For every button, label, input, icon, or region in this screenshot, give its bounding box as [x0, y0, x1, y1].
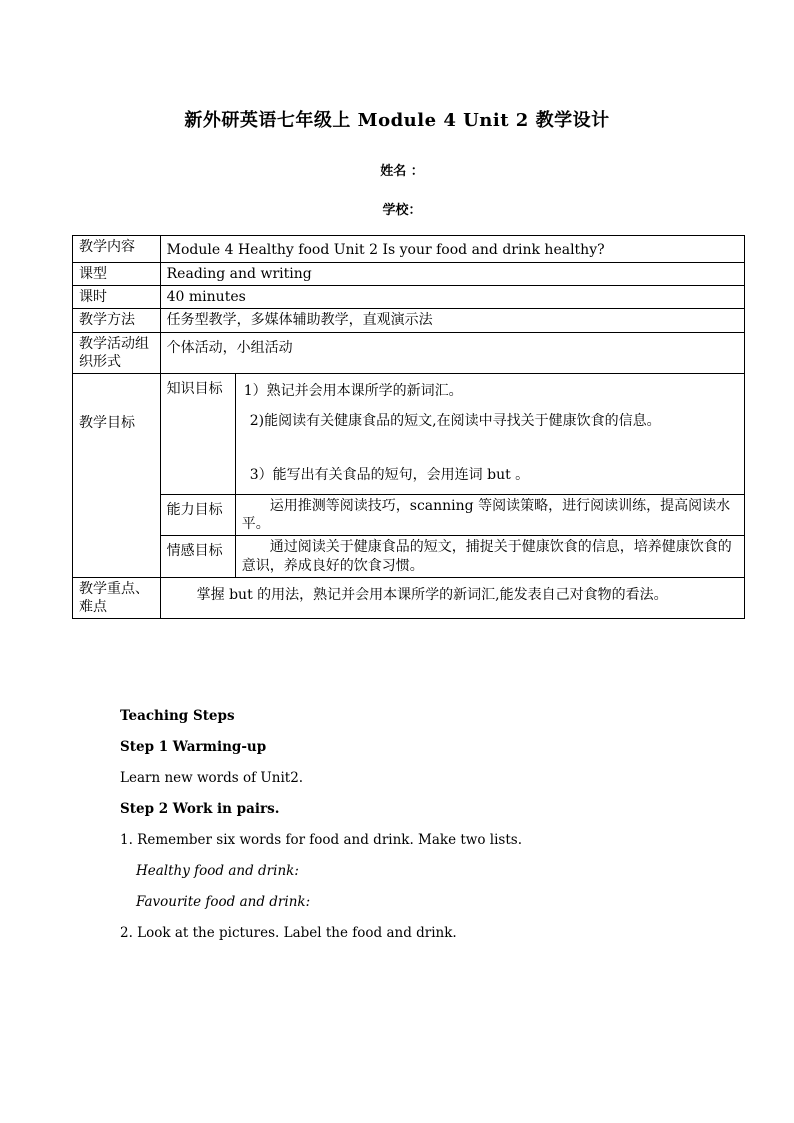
steps-heading: Teaching Steps [120, 708, 235, 724]
name-label: 姓名 ： [380, 164, 424, 179]
method-value: 任务型教学，多媒体辅助教学，直观演示法 [160, 309, 744, 332]
knowledge-item: 3）能写出有关食品的短句，会用连词 but 。 [249, 466, 530, 483]
method-label: 教学方法 [73, 309, 161, 332]
knowledge-item: 2)能阅读有关健康食品的短文,在阅读中寻找关于健康饮食的信息。 [249, 412, 661, 429]
table-row [73, 309, 745, 332]
table-row [73, 236, 745, 263]
table-row [73, 263, 745, 286]
activity-value: 个体活动，小组活动 [160, 332, 744, 373]
table-row [73, 494, 745, 535]
content-label: 教学内容 [73, 236, 161, 263]
healthy-food-list: Healthy food and drink: [136, 863, 299, 879]
lesson-plan-table [72, 235, 745, 619]
ability-value: 运用推测等阅读技巧，scanning 等阅读策略，进行阅读训练，提高阅读水平。 [235, 494, 744, 535]
favourite-food-list: Favourite food and drink: [136, 894, 311, 910]
type-label: 课型 [73, 263, 161, 286]
period-value: 40 minutes [160, 286, 744, 309]
step2-item-1: 1. Remember six words for food and drink. Make two lists. [120, 832, 522, 848]
goals-label: 教学目标 [73, 373, 161, 577]
teaching-steps [120, 704, 740, 952]
step1-text: Learn new words of Unit2. [120, 770, 304, 786]
activity-label: 教学活动组织形式 [73, 332, 161, 373]
knowledge-item: 1）熟记并会用本课所学的新词汇。 [243, 382, 463, 399]
keypoint-value: 掌握 but 的用法，熟记并会用本课所学的新词汇,能发表自己对食物的看法。 [160, 577, 744, 618]
knowledge-label: 知识目标 [160, 373, 235, 494]
step2-item-2: 2. Look at the pictures. Label the food and drink. [120, 925, 457, 941]
period-label: 课时 [73, 286, 161, 309]
keypoint-label: 教学重点、难点 [73, 577, 161, 618]
knowledge-cell [235, 373, 744, 494]
emotion-label: 情感目标 [160, 536, 235, 577]
table-row [73, 577, 745, 618]
ability-label: 能力目标 [160, 494, 235, 535]
emotion-value: 通过阅读关于健康食品的短文，捕捉关于健康饮食的信息，培养健康饮食的意识，养成良好的饮食习惯。 [235, 536, 744, 577]
table-row [73, 536, 745, 577]
step2-title: Step 2 Work in pairs. [120, 801, 280, 817]
table-row [73, 286, 745, 309]
table-row [73, 373, 745, 494]
step1-title: Step 1 Warming-up [120, 739, 267, 755]
school-label: 学校： [382, 203, 422, 218]
table-row [73, 332, 745, 373]
type-value: Reading and writing [160, 263, 744, 286]
document-title: 新外研英语七年级上 Module 4 Unit 2 教学设计 [184, 110, 610, 131]
content-value: Module 4 Healthy food Unit 2 Is your food and drink healthy? [160, 236, 744, 263]
